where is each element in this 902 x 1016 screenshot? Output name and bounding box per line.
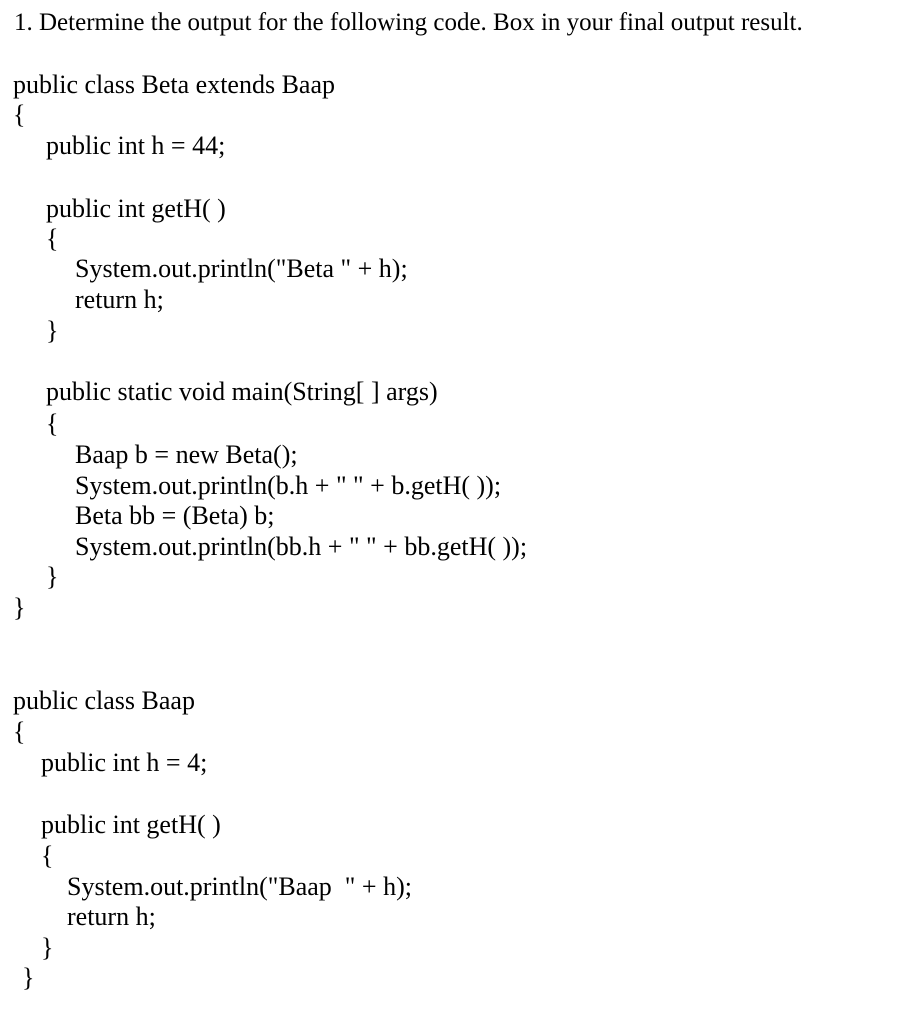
code-line: public int getH( )	[41, 810, 221, 839]
code-line: Beta bb = (Beta) b;	[75, 501, 275, 530]
code-line: }	[46, 562, 59, 591]
code-line: {	[46, 224, 59, 253]
code-line: System.out.println(b.h + " " + b.getH( ));	[75, 471, 502, 500]
code-line: }	[46, 316, 59, 345]
code-line: }	[22, 963, 35, 992]
code-line: System.out.println("Baap " + h);	[67, 872, 412, 901]
code-line: public class Baap	[13, 686, 195, 715]
code-line: Baap b = new Beta();	[75, 440, 298, 469]
code-line: public int h = 4;	[41, 748, 208, 777]
code-line: return h;	[67, 902, 156, 931]
code-line: }	[41, 933, 54, 962]
code-line: public int h = 44;	[46, 131, 226, 160]
code-line: public static void main(String[ ] args)	[46, 377, 438, 406]
code-line: {	[41, 841, 54, 870]
code-line: {	[46, 409, 59, 438]
code-line: System.out.println("Beta " + h);	[75, 254, 408, 283]
code-line: {	[13, 100, 26, 129]
question-text: 1. Determine the output for the following code. Box in your final output result.	[14, 9, 803, 36]
code-line: {	[13, 717, 26, 746]
code-line: public class Beta extends Baap	[13, 70, 336, 99]
code-line: System.out.println(bb.h + " " + bb.getH( ));	[75, 532, 528, 561]
code-line: public int getH( )	[46, 194, 226, 223]
code-line: }	[13, 593, 26, 622]
code-line: return h;	[75, 285, 164, 314]
